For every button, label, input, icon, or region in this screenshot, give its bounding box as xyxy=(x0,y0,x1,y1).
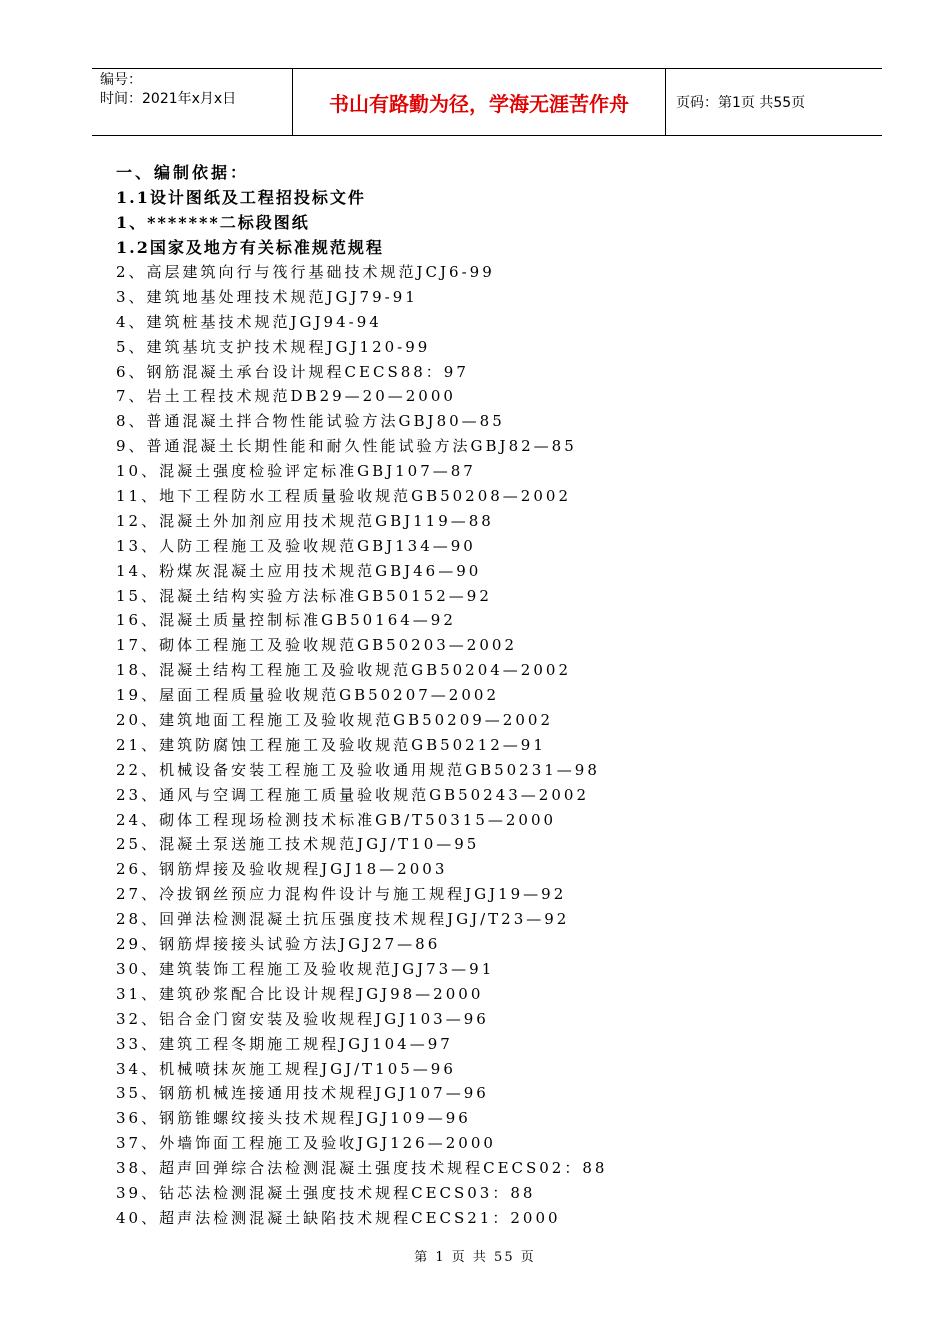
standard-list-item: 30、建筑装饰工程施工及验收规范JGJ73—91 xyxy=(116,959,495,978)
standard-list-item: 27、冷拔钢丝预应力混构件设计与施工规程JGJ19—92 xyxy=(116,885,567,904)
standard-list-item: 13、人防工程施工及验收规范GBJ134—90 xyxy=(116,536,476,555)
standard-list-item: 26、钢筋焊接及验收规程JGJ18—2003 xyxy=(116,860,448,879)
standard-list-item: 24、砌体工程现场检测技术标准GB/T50315—2000 xyxy=(116,810,557,829)
standard-list-item: 40、超声法检测混凝土缺陷技术规程CECS21：2000 xyxy=(116,1208,561,1227)
header-page-number: 页码：第1页 共55页 xyxy=(676,95,806,111)
standard-list-item: 23、通风与空调工程施工质量验收规范GB50243—2002 xyxy=(116,785,589,804)
standard-list-item: 18、混凝土结构工程施工及验收规范GB50204—2002 xyxy=(116,661,571,680)
subsection-item-drawings: 1、*******二标段图纸 xyxy=(116,213,310,232)
standard-list-item: 37、外墙饰面工程施工及验收JGJ126—2000 xyxy=(116,1134,496,1153)
standard-list-item: 25、混凝土泵送施工技术规范JGJ/T10—95 xyxy=(116,835,480,854)
standard-list-item: 16、混凝土质量控制标准GB50164—92 xyxy=(116,611,456,630)
standard-list-item: 12、混凝土外加剂应用技术规范GBJ119—88 xyxy=(116,511,494,530)
standard-list-item: 34、机械喷抹灰施工规程JGJ/T105—96 xyxy=(116,1059,456,1078)
standard-list-item: 21、建筑防腐蚀工程施工及验收规范GB50212—91 xyxy=(116,735,546,754)
standard-list-item: 32、铝合金门窗安装及验收规程JGJ103—96 xyxy=(116,1009,489,1028)
document-time: 时间：2021年x月x日 xyxy=(100,91,237,107)
standard-list-item: 15、混凝土结构实验方法标准GB50152—92 xyxy=(116,586,492,605)
standard-list-item: 7、岩土工程技术规范DB29—20—2000 xyxy=(116,387,456,406)
standard-list-item: 17、砌体工程施工及验收规范GB50203—2002 xyxy=(116,636,517,655)
standard-list-item: 39、钻芯法检测混凝土强度技术规程CECS03：88 xyxy=(116,1183,536,1202)
standard-list-item: 8、普通混凝土拌合物性能试验方法GBJ80—85 xyxy=(116,412,505,431)
page-header xyxy=(92,68,882,136)
page-footer: 第 1 页 共 55 页 xyxy=(414,1250,536,1265)
standard-list-item: 28、回弹法检测混凝土抗压强度技术规程JGJ/T23—92 xyxy=(116,910,570,929)
section-title: 一、编制依据： xyxy=(116,163,250,182)
standard-list-item: 9、普通混凝土长期性能和耐久性能试验方法GBJ82—85 xyxy=(116,437,577,456)
standard-list-item: 14、粉煤灰混凝土应用技术规范GBJ46—90 xyxy=(116,561,482,580)
standard-list-item: 11、地下工程防水工程质量验收规范GB50208—2002 xyxy=(116,487,571,506)
standard-list-item: 22、机械设备安装工程施工及验收通用规范GB50231—98 xyxy=(116,760,600,779)
standards-list xyxy=(116,260,896,1231)
document-body xyxy=(116,160,896,1231)
standard-list-item: 36、钢筋锥螺纹接头技术规程JGJ109—96 xyxy=(116,1109,471,1128)
standard-list-item: 31、建筑砂浆配合比设计规程JGJ98—2000 xyxy=(116,984,484,1003)
standard-list-item: 3、建筑地基处理技术规范JGJ79-91 xyxy=(116,287,418,306)
standard-list-item: 38、超声回弹综合法检测混凝土强度技术规程CECS02：88 xyxy=(116,1159,608,1178)
standard-list-item: 35、钢筋机械连接通用技术规程JGJ107—96 xyxy=(116,1084,489,1103)
subsection-design-drawings: 1.1设计图纸及工程招投标文件 xyxy=(116,188,366,207)
document-number: 编号： xyxy=(100,72,142,88)
header-slogan: 书山有路勤为径，学海无涯苦作舟 xyxy=(292,69,666,135)
standard-list-item: 20、建筑地面工程施工及验收规范GB50209—2002 xyxy=(116,711,553,730)
standard-list-item: 19、屋面工程质量验收规范GB50207—2002 xyxy=(116,686,499,705)
standard-list-item: 33、建筑工程冬期施工规程JGJ104—97 xyxy=(116,1034,453,1053)
header-meta xyxy=(92,69,292,135)
standard-list-item: 6、钢筋混凝土承台设计规程CECS88：97 xyxy=(116,362,469,381)
standard-list-item: 5、建筑基坑支护技术规程JGJ120-99 xyxy=(116,337,431,356)
standard-list-item: 10、混凝土强度检验评定标准GBJ107—87 xyxy=(116,462,476,481)
subsection-standards: 1.2国家及地方有关标准规范规程 xyxy=(116,238,384,257)
standard-list-item: 29、钢筋焊接接头试验方法JGJ27—86 xyxy=(116,935,441,954)
standard-list-item: 4、建筑桩基技术规范JGJ94-94 xyxy=(116,312,382,331)
standard-list-item: 2、高层建筑向行与筏行基础技术规范JCJ6-99 xyxy=(116,263,495,281)
